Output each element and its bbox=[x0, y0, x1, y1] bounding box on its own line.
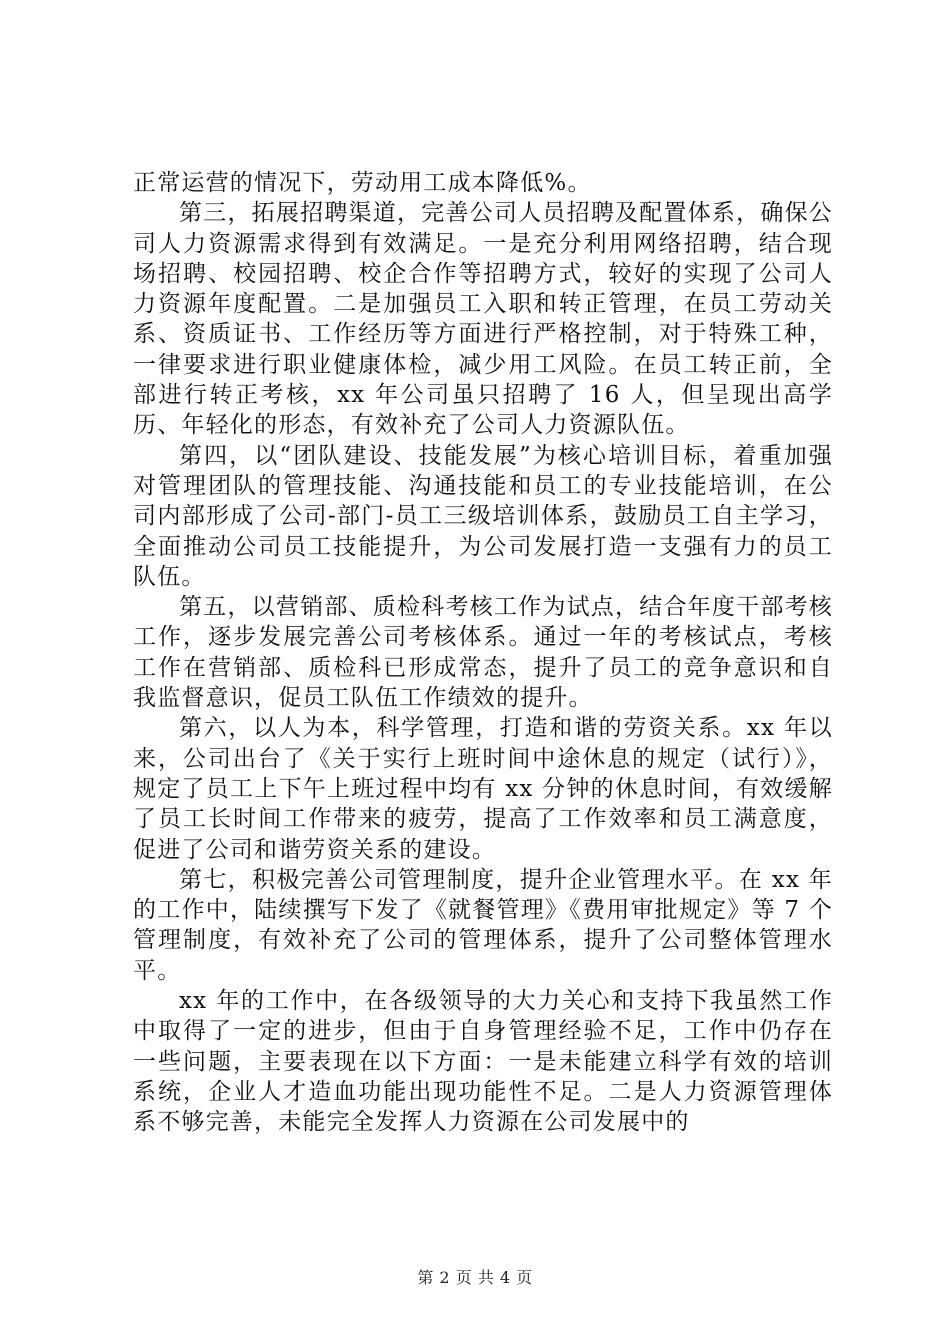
paragraph-sixth-labor-relations: 第六，以人为本，科学管理，打造和谐的劳资关系。xx 年以来，公司出台了《关于实行上班时间中途休息的规定（试行）》，规定了员工上下午上班过程中均有 xx 分钟的休息时间，有效缓解了员工长时间工作带来的疲劳，提高了工作效率和员工满意度，促进了公司和谐劳资关系的建设。 bbox=[133, 715, 833, 863]
paragraph-seventh-management-system: 第七，积极完善公司管理制度，提升企业管理水平。在 xx 年的工作中，陆续撰写下发了《就餐管理》《费用审批规定》等 7 个管理制度，有效补充了公司的管理体系，提升了公司整体管理水平。 bbox=[133, 866, 833, 984]
paragraph-third-recruitment: 第三，拓展招聘渠道，完善公司人员招聘及配置体系，确保公司人力资源需求得到有效满足。一是充分利用网络招聘，结合现场招聘、校园招聘、校企合作等招聘方式，较好的实现了公司人力资源年度配置。二是加强员工入职和转正管理，在员工劳动关系、资质证书、工作经历等方面进行严格控制，对于特殊工种，一律要求进行职业健康体检，减少用工风险。在员工转正前，全部进行转正考核，xx 年公司虽只招聘了 16 人，但呈现出高学历、年轻化的形态，有效补充了公司人力资源队伍。 bbox=[133, 200, 833, 439]
paragraph-problems: xx 年的工作中，在各级领导的大力关心和支持下我虽然工作中取得了一定的进步，但由于自身管理经验不足，工作中仍存在一些问题，主要表现在以下方面：一是未能建立科学有效的培训系统，企业人才造血功能出现功能性不足。二是人力资源管理体系不够完善，未能完全发挥人力资源在公司发展中的 bbox=[133, 988, 833, 1136]
page-number-footer: 第 2 页 共 4 页 bbox=[417, 1268, 533, 1287]
paragraph-continuation: 正常运营的情况下，劳动用工成本降低%。 bbox=[133, 170, 592, 196]
document-body bbox=[133, 168, 833, 1138]
paragraph-fifth-assessment: 第五，以营销部、质检科考核工作为试点，结合年度干部考核工作，逐步发展完善公司考核体系。通过一年的考核试点，考核工作在营销部、质检科已形成常态，提升了员工的竞争意识和自我监督意识，促员工队伍工作绩效的提升。 bbox=[133, 594, 833, 712]
paragraph-fourth-training: 第四，以“团队建设、技能发展”为核心培训目标，着重加强对管理团队的管理技能、沟通技能和员工的专业技能培训，在公司内部形成了公司-部门-员工三级培训体系，鼓励员工自主学习，全面推动公司员工技能提升，为公司发展打造一支强有力的员工队伍。 bbox=[133, 442, 833, 590]
